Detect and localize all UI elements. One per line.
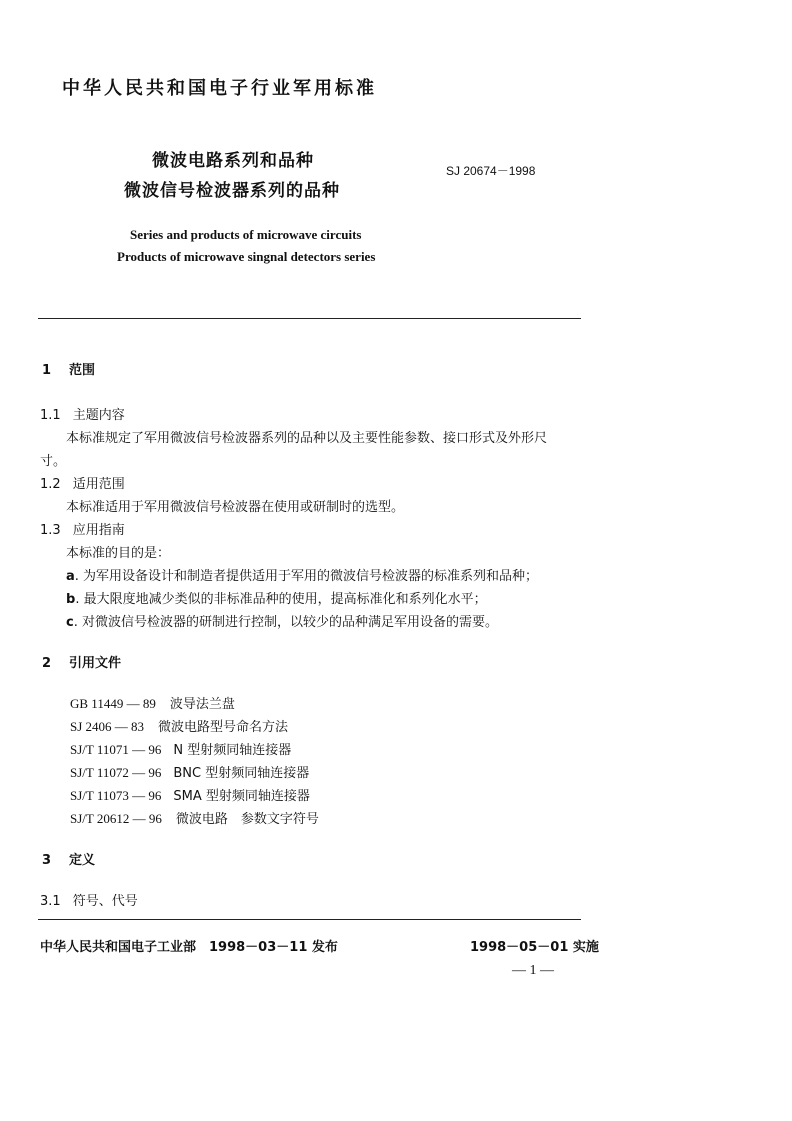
reference-name: BNC 型射频同轴连接器 — [173, 766, 310, 781]
section-title: 范围 — [69, 363, 96, 378]
section-1-1-paragraph-line-1: 本标准规定了军用微波信号检波器系列的品种以及主要性能参数、接口形式及外形尺 — [66, 431, 548, 446]
section-title: 引用文件 — [69, 656, 122, 671]
bottom-divider — [38, 919, 581, 920]
section-1-1-paragraph-line-2: 寸。 — [40, 454, 67, 469]
top-divider — [38, 318, 581, 319]
section-title: 适用范围 — [72, 477, 125, 492]
section-1-3-intro: 本标准的目的是： — [66, 546, 171, 561]
reference-code: SJ/T 20612 — 96 — [70, 811, 162, 826]
reference-name: N 型射频同轴连接器 — [173, 743, 292, 758]
section-1-2-heading — [40, 473, 125, 492]
reference-item — [70, 739, 291, 758]
section-3-heading — [42, 849, 95, 868]
reference-item — [70, 716, 288, 735]
section-3-1-heading — [40, 890, 138, 909]
list-item-mark: a — [66, 569, 75, 584]
title-line-1: 微波电路系列和品种 — [152, 151, 314, 171]
section-number: 3 — [42, 853, 52, 868]
reference-code: SJ 2406 — 83 — [70, 719, 145, 734]
section-title: 主题内容 — [72, 408, 125, 423]
list-item-text: . 最大限度地减少类似的非标准品种的使用，提高标准化和系列化水平； — [75, 592, 487, 607]
section-title: 定义 — [69, 853, 96, 868]
standard-code: SJ 20674－1998 — [446, 164, 536, 178]
reference-item — [70, 785, 310, 804]
section-1-2-paragraph: 本标准适用于军用微波信号检波器在使用或研制时的选型。 — [66, 500, 405, 515]
list-item — [66, 565, 538, 584]
reference-name: 波导法兰盘 — [169, 697, 235, 712]
section-number: 1.2 — [40, 477, 61, 492]
reference-item — [70, 808, 319, 827]
reference-name: 微波电路 参数文字符号 — [175, 812, 319, 827]
section-2-heading — [42, 652, 121, 671]
english-title-line-1: Series and products of microwave circuits — [130, 227, 362, 242]
section-1-1-heading — [40, 404, 125, 423]
list-item-text: . 对微波信号检波器的研制进行控制，以较少的品种满足军用设备的需要。 — [73, 615, 498, 630]
page-number: — 1 — — [512, 963, 554, 978]
section-number: 1 — [42, 363, 52, 378]
issuer-info: 中华人民共和国电子工业部 1998－03－11 发布 — [40, 940, 338, 955]
standard-type-header: 中华人民共和国电子行业军用标准 — [62, 78, 377, 99]
reference-code: GB 11449 — 89 — [70, 696, 156, 711]
reference-item — [70, 693, 235, 712]
effective-date: 1998－05－01 实施 — [470, 940, 599, 955]
section-1-3-heading — [40, 519, 125, 538]
section-title: 应用指南 — [72, 523, 125, 538]
title-line-2: 微波信号检波器系列的品种 — [124, 181, 340, 201]
section-number: 1.1 — [40, 408, 61, 423]
section-1-heading — [42, 359, 95, 378]
section-title: 符号、代号 — [72, 894, 138, 909]
reference-name: 微波电路型号命名方法 — [158, 720, 289, 735]
section-number: 1.3 — [40, 523, 61, 538]
reference-code: SJ/T 11072 — 96 — [70, 765, 162, 780]
reference-item — [70, 762, 309, 781]
english-title-line-2: Products of microwave singnal detectors series — [117, 249, 376, 264]
reference-name: SMA 型射频同轴连接器 — [173, 789, 310, 804]
list-item-mark: c — [66, 615, 74, 630]
list-item-text: . 为军用设备设计和制造者提供适用于军用的微波信号检波器的标准系列和品种； — [74, 569, 539, 584]
list-item — [66, 611, 498, 630]
reference-code: SJ/T 11073 — 96 — [70, 788, 162, 803]
reference-code: SJ/T 11071 — 96 — [70, 742, 162, 757]
section-number: 3.1 — [40, 894, 61, 909]
list-item-mark: b — [66, 592, 76, 607]
list-item — [66, 588, 487, 607]
section-number: 2 — [42, 656, 52, 671]
